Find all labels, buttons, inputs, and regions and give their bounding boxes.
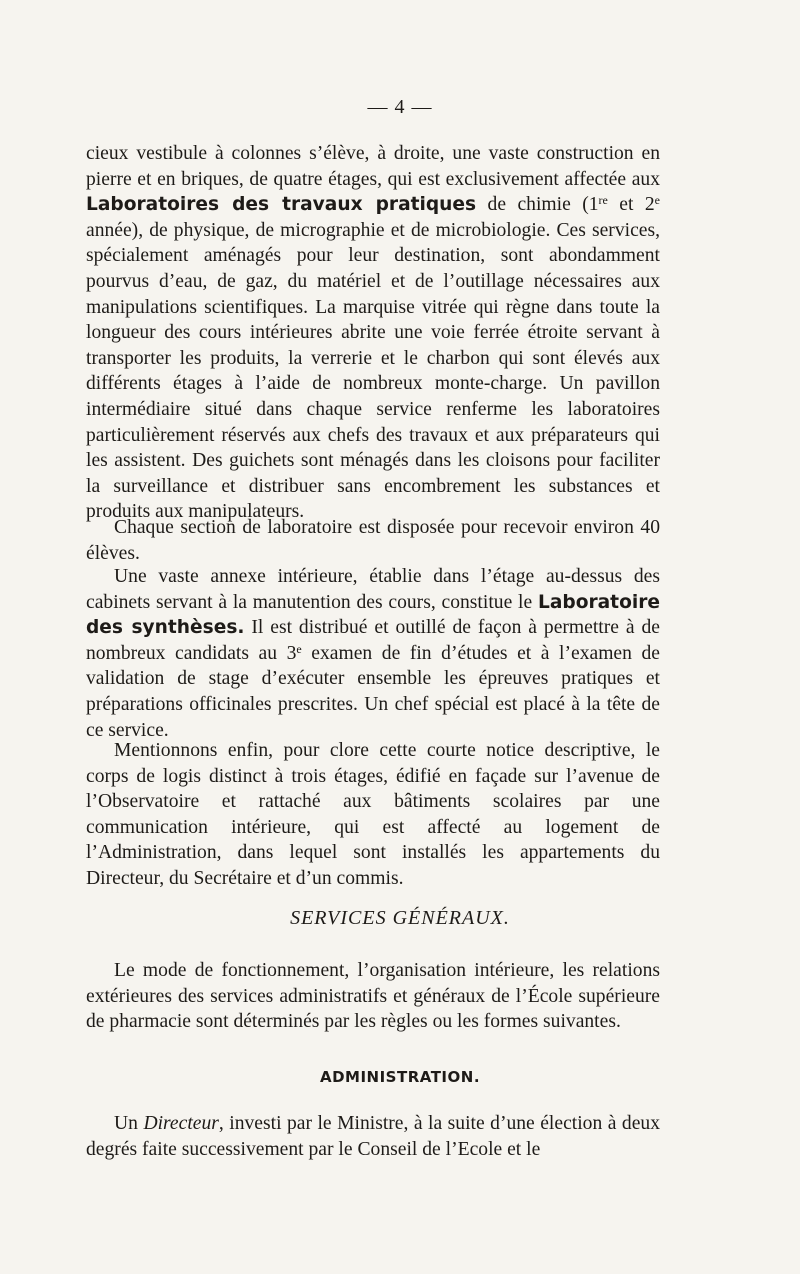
paragraph-text: Le mode de fonctionnement, l’organisation intérieure, les relations extérieures des services administratifs et généraux de l’École supérieure de pharmacie sont déterminés par les règles ou les formes suivantes. — [86, 960, 660, 1033]
text-run: cieux vestibule à colonnes s’élève, à droite, une vaste construction en pierre et en briques, de quatre étages, qui est exclusivement affectée aux — [86, 143, 660, 190]
text-run: , investi par le Ministre, à la suite d’une élection à deux degrés faite successivement par le Conseil de l’Ecole et le — [86, 1113, 660, 1160]
superscript: e — [296, 641, 302, 656]
text-run: Il est distribué et outillé de façon à permettre à de nombreux candidats au 3 — [86, 617, 660, 664]
page-number: — 4 — — [367, 96, 433, 118]
paragraph-text — [86, 141, 660, 525]
paragraph-section-capacity — [86, 515, 660, 566]
text-run: Un — [114, 1113, 144, 1134]
paragraph-text — [86, 564, 660, 743]
text-run: de chimie (1 — [476, 194, 599, 216]
text-run: année), de physique, de micrographie et de microbiologie. Ces services, spécialement aménagés pour leur destination, sont abondamment pourvus d’eau, de gaz, du matériel et de l’outillage nécessaires aux manipulations scientifiques. La marquise vitrée qui règne dans toute la longueur des cours intérieures abrite une voie ferrée étroite servant à transporter les produits, la verrerie et le charbon qui sont élevés aux différents étages à l’aide de nombreux monte-charge. Un pavillon intermédiaire situé dans chaque service renferme les laboratoires particulièrement réservés aux chefs des travaux et aux préparateurs qui les assistent. Des guichets sont ménagés dans les cloisons pour faciliter la surveillance et distribuer sans encombrement les substances et produits aux manipulateurs. — [86, 219, 660, 523]
paragraph-text: Chaque section de laboratoire est disposée pour recevoir environ 40 élèves. — [86, 517, 660, 564]
paragraph-general-services — [86, 958, 660, 1035]
paragraph-synthesis-lab — [86, 564, 660, 743]
paragraph-administration-building — [86, 738, 660, 892]
paragraph-text — [86, 1111, 660, 1162]
superscript: re — [598, 193, 608, 208]
section-title: SERVICES GÉNÉRAUX. — [290, 907, 510, 929]
text-run: Une vaste annexe intérieure, établie dans l’étage au-dessus des cabinets servant à la manutention des cours, constitue le — [86, 566, 660, 613]
bold-term-laboratoires: Laboratoires des travaux pratiques — [86, 194, 477, 216]
bold-term-syntheses: Laboratoire des synthèses. — [86, 591, 660, 639]
paragraph-laboratories — [86, 141, 660, 525]
paragraph-director — [86, 1111, 660, 1162]
text-run: examen de fin d’études et à l’examen de validation de stage d’exécuter ensemble les épreuves pratiques et préparations officinales prescrites. Un chef spécial est placé à la tête de ce service. — [86, 642, 660, 741]
paragraph-text: Mentionnons enfin, pour clore cette courte notice descriptive, le corps de logis distinct à trois étages, édifié en façade sur l’avenue de l’Observatoire et rattaché aux bâtiments scolaires par une communication intérieure, qui est affecté au logement de l’Administration, dans lequel sont installés les appartements du Directeur, du Secrétaire et d’un commis. — [86, 740, 660, 889]
text-run: et 2 — [607, 194, 655, 216]
superscript: e — [654, 193, 660, 208]
italic-term-directeur: Directeur — [143, 1113, 219, 1134]
subsection-title: ADMINISTRATION. — [319, 1068, 481, 1086]
